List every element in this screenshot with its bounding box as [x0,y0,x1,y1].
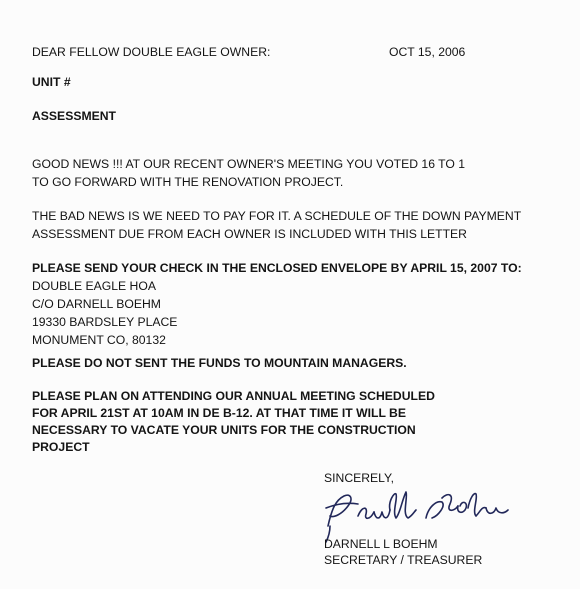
salutation: DEAR FELLOW DOUBLE EAGLE OWNER: [32,45,271,59]
paragraph-good-news-line-1: GOOD NEWS !!! AT OUR RECENT OWNER'S MEETING YOU VOTED 16 TO 1 [32,157,466,171]
paragraph-bad-news-line-1: THE BAD NEWS IS WE NEED TO PAY FOR IT. A SCHEDULE OF THE DOWN PAYMENT [32,209,522,223]
meeting-line-3: NECESSARY TO VACATE YOUR UNITS FOR THE CONSTRUCTION [32,423,416,437]
paragraph-bad-news-line-2: ASSESSMENT DUE FROM EACH OWNER IS INCLUDED WITH THIS LETTER [32,227,467,241]
signer-name: DARNELL L BOEHM [324,537,438,551]
meeting-line-2: FOR APRIL 21ST AT 10AM IN DE B-12. AT THAT TIME IT WILL BE [32,406,406,420]
address-line-3: 19330 BARDSLEY PLACE [32,315,178,329]
funds-warning: PLEASE DO NOT SENT THE FUNDS TO MOUNTAIN MANAGERS. [32,356,407,370]
address-line-1: DOUBLE EAGLE HOA [32,279,156,293]
meeting-line-4: PROJECT [32,440,90,454]
send-check-instruction: PLEASE SEND YOUR CHECK IN THE ENCLOSED ENVELOPE BY APRIL 15, 2007 TO: [32,261,522,275]
unit-label: UNIT # [32,75,71,89]
signer-title: SECRETARY / TREASURER [324,553,483,567]
closing: SINCERELY, [324,471,394,485]
assessment-label: ASSESSMENT [32,109,116,123]
meeting-line-1: PLEASE PLAN ON ATTENDING OUR ANNUAL MEETING SCHEDULED [32,389,435,403]
letter-date: OCT 15, 2006 [389,45,466,59]
address-line-4: MONUMENT CO, 80132 [32,333,166,347]
address-line-2: C/O DARNELL BOEHM [32,297,161,311]
paragraph-good-news-line-2: TO GO FORWARD WITH THE RENOVATION PROJECT. [32,175,344,189]
